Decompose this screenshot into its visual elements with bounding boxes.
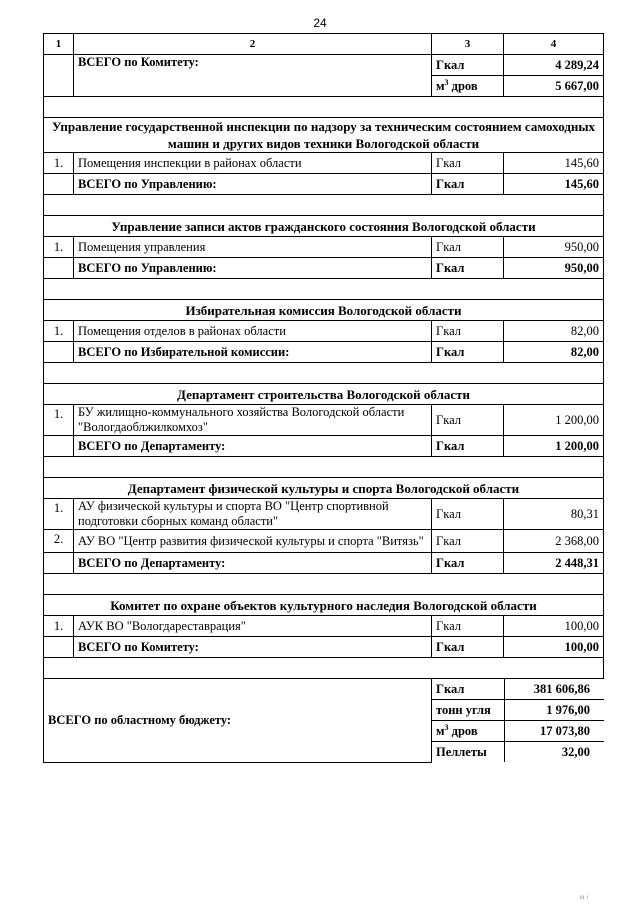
- table-row: 1. Помещения отделов в районах области Гкал 82,00: [44, 321, 604, 342]
- section-total-row: ВСЕГО по Управлению: Гкал 145,60: [44, 174, 604, 195]
- section-total-row: ВСЕГО по Департаменту: Гкал 2 448,31: [44, 553, 604, 574]
- table-row: 1. БУ жилищно-коммунального хозяйства Вологодской области "Вологдаоблжилкомхоз" Гкал 1 200,00: [44, 405, 604, 436]
- grand-total-unit: тонн угля: [432, 700, 504, 721]
- table-row: 1. АУ физической культуры и спорта ВО "Центр спортивной подготовки сборных команд области" Гкал 80,31: [44, 499, 604, 530]
- section-title: Управление государственной инспекции по надзору за техническим состоянием самоходных машин и других видов техники Вологодской области: [44, 118, 604, 153]
- grand-total-unit: Гкал: [432, 679, 504, 700]
- section-total-row: ВСЕГО по Избирательной комиссии: Гкал 82,00: [44, 342, 604, 363]
- grand-total-value: 32,00: [561, 744, 590, 759]
- scan-mark: ııı ı: [579, 894, 588, 901]
- table-row: 1. Помещения инспекции в районах области Гкал 145,60: [44, 153, 604, 174]
- grand-total-values: [432, 679, 604, 762]
- section-title: Управление записи актов гражданского состояния Вологодской области: [44, 216, 604, 237]
- header-row: [44, 34, 604, 55]
- top-total-unit1: Гкал: [432, 55, 504, 76]
- table-row: 1. АУК ВО "Вологдареставрация" Гкал 100,00: [44, 616, 604, 637]
- grand-total-value: 381 606,86: [504, 679, 604, 700]
- section-total-row: ВСЕГО по Управлению: Гкал 950,00: [44, 258, 604, 279]
- section-title: Комитет по охране объектов культурного наследия Вологодской области: [44, 595, 604, 616]
- top-total-label: ВСЕГО по Комитету:: [74, 55, 432, 97]
- grand-total-unit: Пеллеты: [432, 742, 504, 763]
- top-total-unit2: $м^3$ дров: [432, 76, 504, 97]
- section-title: Избирательная комиссия Вологодской области: [44, 300, 604, 321]
- top-total-value2: 5 667,00: [504, 76, 604, 97]
- grand-total-row: [44, 679, 604, 763]
- section-total-row: ВСЕГО по Департаменту: Гкал 1 200,00: [44, 436, 604, 457]
- section-title: Департамент строительства Вологодской области: [44, 384, 604, 405]
- budget-table: [43, 33, 604, 763]
- table-row: 2. АУ ВО "Центр развития физической культуры и спорта "Витязь" Гкал 2 368,00: [44, 530, 604, 553]
- grand-total-value: 17 073,80: [504, 721, 604, 742]
- top-total-value1: 4 289,24: [504, 55, 604, 76]
- page-number: 24: [313, 16, 327, 30]
- section-title: Департамент физической культуры и спорта Вологодской области: [44, 478, 604, 499]
- grand-total-unit: $м^3$ дров: [432, 721, 504, 742]
- header-col4: 4: [504, 34, 604, 55]
- grand-total-value: 1 976,00: [504, 700, 604, 721]
- section-total-row: ВСЕГО по Комитету: Гкал 100,00: [44, 637, 604, 658]
- header-col3: 3: [432, 34, 504, 55]
- header-col2: 2: [74, 34, 432, 55]
- grand-total-label: ВСЕГО по областному бюджету:: [44, 679, 432, 763]
- header-col1: 1: [44, 34, 74, 55]
- table-row: 1. Помещения управления Гкал 950,00: [44, 237, 604, 258]
- top-total-row: [44, 55, 604, 76]
